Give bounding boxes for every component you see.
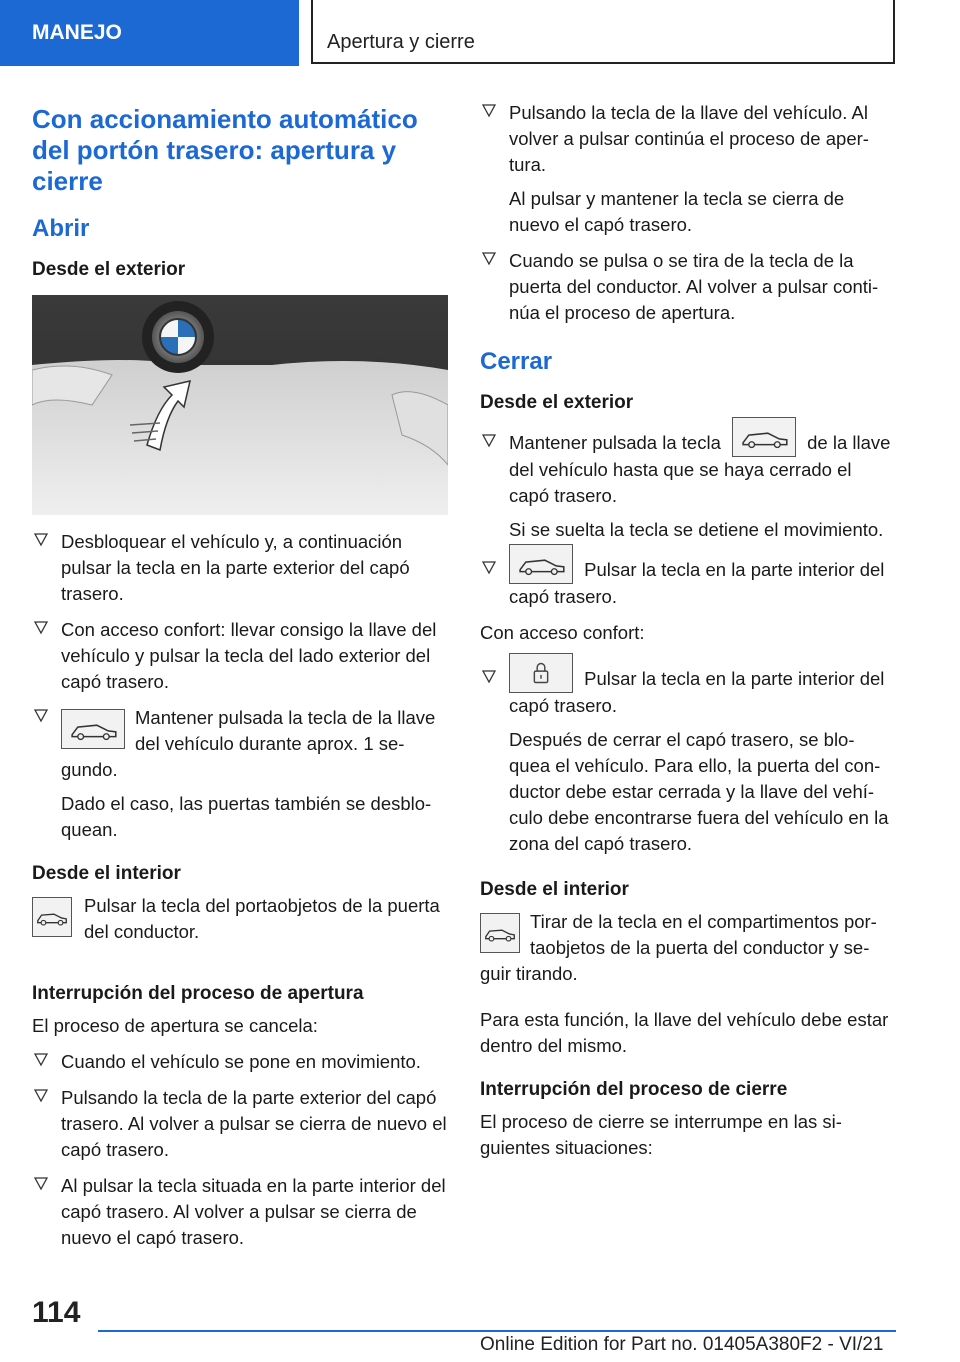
bullet-triangle-icon bbox=[34, 1087, 48, 1105]
list-item: Mantener pulsada la tecla de la llave del vehículo hasta que se haya cerrado el capó trasero. Si se suelta la tecla se detiene el movimiento. bbox=[480, 430, 896, 543]
function-note: Para esta función, la llave del vehículo debe estar dentro del mismo. bbox=[480, 1009, 889, 1057]
bullet-triangle-icon bbox=[482, 102, 496, 120]
tailgate-photo bbox=[32, 295, 448, 515]
main-title: Con accionamiento automático del portón trasero: apertura y cierre bbox=[32, 104, 418, 196]
list-item: Pulsando la tecla de la llave del vehículo. Al volver a pulsar continúa el proceso de aper- tura. Al pulsar y mantener la tecla se cierra de nuevo el capó trasero. bbox=[480, 100, 896, 238]
bullet-triangle-icon bbox=[482, 559, 496, 577]
list-item: Con acceso confort: llevar consigo la llave del vehículo y pulsar la tecla del lado exterior del capó trasero. bbox=[32, 617, 448, 695]
subtitle-close: Cerrar bbox=[480, 348, 553, 375]
heading-from-outside-close: Desde el exterior bbox=[480, 392, 634, 413]
left-column bbox=[32, 100, 448, 1261]
edition-note: Online Edition for Part no. 01405A380F2 - VI/21 bbox=[480, 1334, 884, 1355]
bullet-triangle-icon bbox=[482, 668, 496, 686]
right-column bbox=[480, 100, 896, 1171]
car-tailgate-key-icon bbox=[61, 709, 125, 749]
inside-paragraph-close: Tirar de la tecla en el compartimentos por- taobjetos de la puerta del conductor y se- guir tirando. bbox=[480, 911, 877, 985]
heading-interrupt-close: Interrupción del proceso de cierre bbox=[480, 1079, 788, 1101]
bullet-triangle-icon bbox=[34, 531, 48, 549]
list-item: Cuando se pulsa o se tira de la tecla de la puerta del conductor. Al volver a pulsar conti- núa el proceso de apertura. bbox=[480, 248, 896, 326]
heading-from-inside-close: Desde el interior bbox=[480, 879, 629, 901]
subtitle-open: Abrir bbox=[32, 215, 90, 242]
car-tailgate-key-icon bbox=[509, 544, 573, 584]
bullet-triangle-icon bbox=[482, 432, 496, 450]
bullet-triangle-icon bbox=[482, 250, 496, 268]
heading-from-outside: Desde el exterior bbox=[32, 259, 186, 280]
comfort-label: Con acceso confort: bbox=[480, 622, 645, 644]
section-tab: MANEJO bbox=[0, 0, 299, 66]
interrupt-close-intro: El proceso de cierre se interrumpe en las si- guientes situaciones: bbox=[480, 1111, 842, 1159]
chapter-title-text: Apertura y cierre bbox=[327, 31, 475, 53]
list-item: Desbloquear el vehículo y, a continuación pulsar la tecla en la parte exterior del capó trasero. bbox=[32, 529, 448, 607]
chapter-title bbox=[311, 0, 895, 64]
heading-interrupt-open: Interrupción del proceso de apertura bbox=[32, 983, 364, 1004]
heading-from-inside: Desde el interior bbox=[32, 863, 181, 884]
tailgate-illustration bbox=[32, 295, 448, 515]
list-item: Pulsar la tecla en la parte interior del capó trasero. bbox=[480, 557, 896, 610]
bullet-triangle-icon bbox=[34, 707, 48, 725]
inside-paragraph: Pulsar la tecla del portaobjetos de la puerta del conductor. bbox=[32, 893, 448, 955]
car-tailgate-key-icon bbox=[732, 417, 796, 457]
list-item: Pulsar la tecla en la parte interior del capó trasero. Después de cerrar el capó trasero, se blo- quea el vehículo. Para ello, la puerta del con- ductor debe estar cerrada y la llave del vehí- culo debe encontrarse fuera del vehículo en la zona del capó trasero. bbox=[480, 666, 896, 857]
list-item: Al pulsar la tecla situada en la parte interior del capó trasero. Al volver a pulsar se cierra de nuevo el capó trasero. bbox=[32, 1173, 448, 1251]
page-number: 114 bbox=[32, 1296, 81, 1329]
bullet-triangle-icon bbox=[34, 1051, 48, 1069]
page-header bbox=[0, 0, 960, 66]
footer-rule bbox=[98, 1330, 896, 1332]
interrupt-intro: El proceso de apertura se cancela: bbox=[32, 1015, 318, 1036]
car-tailgate-key-icon bbox=[480, 913, 520, 953]
bullet-triangle-icon bbox=[34, 619, 48, 637]
bullet-triangle-icon bbox=[34, 1175, 48, 1193]
list-item: Mantener pulsada la tecla de la llave del vehículo durante aprox. 1 se- gundo. Dado el caso, las puertas también se desblo- quean. bbox=[32, 705, 448, 843]
list-item: Cuando el vehículo se pone en movimiento. bbox=[32, 1049, 448, 1075]
list-item: Pulsando la tecla de la parte exterior del capó trasero. Al volver a pulsar se cierra de nuevo el capó trasero. bbox=[32, 1085, 448, 1163]
lock-key-icon bbox=[509, 653, 573, 693]
car-tailgate-key-icon bbox=[32, 897, 72, 937]
